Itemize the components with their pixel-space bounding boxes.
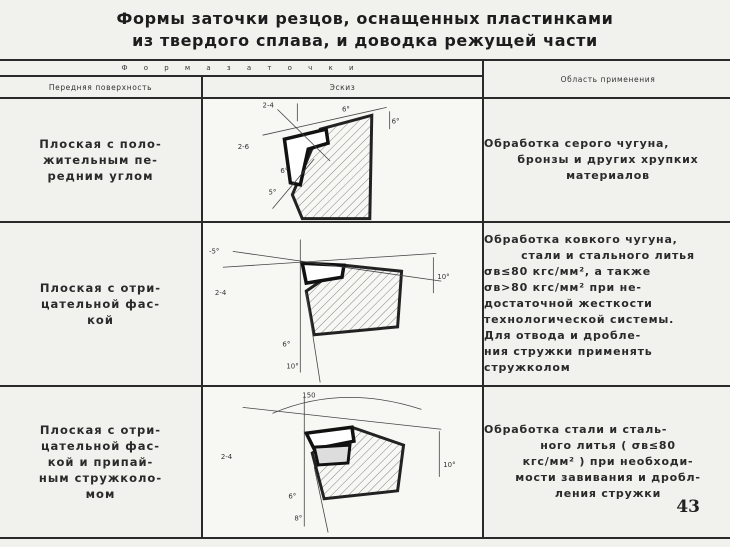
- application-line: ления стружки: [554, 487, 662, 500]
- application-cell: [483, 98, 730, 222]
- sketch-label: 10°: [443, 460, 456, 469]
- cutter-sketch-chipbreaker: [203, 387, 482, 537]
- shape-cell: [0, 386, 202, 538]
- sketch-label: 6°: [288, 492, 297, 501]
- page-number: 43: [676, 497, 700, 517]
- application-line: бронзы и других хрупких: [517, 153, 699, 166]
- application-line: ния стружки применять: [484, 345, 653, 358]
- sharpening-table: [0, 59, 730, 539]
- application-line: материалов: [566, 169, 650, 182]
- brazed-chipbreaker: [314, 445, 350, 465]
- sketch-label: 6°: [342, 105, 350, 114]
- application-line: ного литья ( σв≤80: [540, 439, 676, 452]
- shape-line: Плоская с отри-: [39, 423, 162, 437]
- sketch-label: 2-4: [220, 453, 233, 462]
- shape-line: цательной фас-: [40, 297, 161, 311]
- shape-cell: [0, 98, 202, 222]
- shape-line: Плоская с поло-: [39, 137, 162, 151]
- header-sketch: Эскиз: [202, 76, 483, 98]
- cutter-sketch-negative-land: [203, 223, 482, 385]
- application-line: технологической системы.: [484, 313, 675, 326]
- sketch-label: 5°: [268, 188, 277, 197]
- sketch-cell: [202, 98, 483, 222]
- application-line: Обработка ковкого чугуна,: [484, 233, 678, 246]
- sketch-label: -5°: [208, 247, 220, 256]
- sketch-label: 10°: [437, 273, 450, 282]
- application-line: кгс/мм² ) при необходи-: [522, 455, 694, 468]
- sketch-label: 10°: [286, 362, 299, 371]
- cutter-sketch-positive-rake: [203, 99, 482, 221]
- shape-cell: [0, 222, 202, 386]
- shape-line: мом: [85, 487, 116, 501]
- sketch-label: 6°: [282, 340, 291, 349]
- shape-line: ным стружколо-: [38, 471, 163, 485]
- application-line: стали и стального литья: [521, 249, 695, 262]
- sketch-label: 6°: [391, 117, 400, 126]
- application-line: σв≤80 кгс/мм², а также: [484, 265, 651, 278]
- header-front-surface: Передняя поверхность: [0, 76, 202, 98]
- application-line: Для отвода и дробле-: [484, 329, 641, 342]
- shape-line: кой и припай-: [47, 455, 154, 469]
- shape-line: цательной фас-: [40, 439, 161, 453]
- application-line: мости завивания и дробл-: [515, 471, 701, 484]
- sketch-cell: [202, 386, 483, 538]
- title-line-1: Формы заточки резцов, оснащенных пластинками: [116, 9, 614, 28]
- table-row: [0, 98, 730, 222]
- sketch-cell: [202, 222, 483, 386]
- sketch-label: 150: [302, 391, 316, 400]
- title-line-2: из твердого сплава, и доводка режущей части: [132, 31, 598, 50]
- application-line: σв>80 кгс/мм² при не-: [484, 281, 642, 294]
- header-form-group: Ф о р м а з а т о ч к и: [0, 60, 483, 76]
- sketch-label: 6°: [280, 166, 289, 175]
- header-application-area: Область применения: [483, 60, 730, 98]
- sketch-label: 2-4: [262, 101, 274, 110]
- application-cell: [483, 222, 730, 386]
- page-title: [0, 8, 730, 52]
- shape-line: редним углом: [47, 169, 154, 183]
- shape-line: жительным пе-: [43, 153, 158, 167]
- table-row: [0, 386, 730, 538]
- application-line: Обработка серого чугуна,: [484, 137, 670, 150]
- sketch-label: 8°: [294, 514, 303, 523]
- shape-line: Плоская с отри-: [39, 281, 162, 295]
- application-line: Обработка стали и сталь-: [484, 423, 668, 436]
- table-row: [0, 222, 730, 386]
- sketch-label: 2-6: [237, 143, 250, 152]
- application-line: стружколом: [484, 361, 571, 374]
- sketch-label: 2-4: [214, 289, 227, 298]
- application-line: достаточной жесткости: [484, 297, 653, 310]
- shape-line: кой: [87, 313, 114, 327]
